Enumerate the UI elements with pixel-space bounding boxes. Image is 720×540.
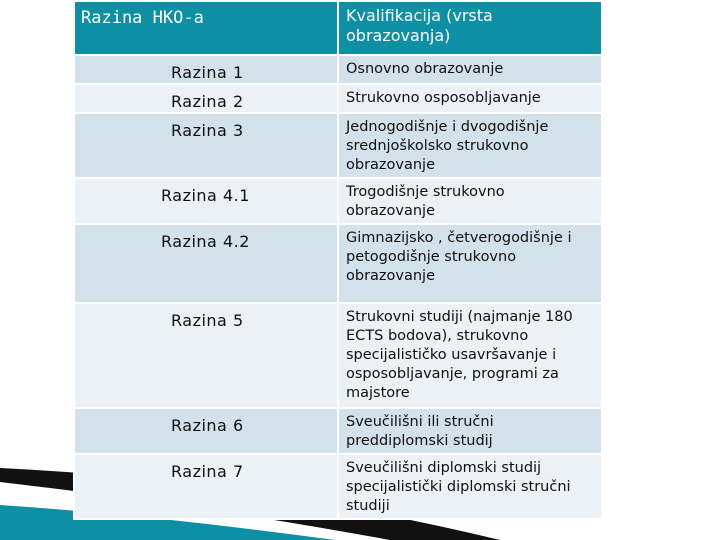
header-qualification: Kvalifikacija (vrsta obrazovanja) [338, 1, 602, 55]
qualification-cell: Jednogodišnje i dvogodišnje srednjoškolsko strukovno obrazovanje [338, 113, 602, 178]
table-row [74, 303, 602, 408]
table-row [74, 408, 602, 454]
level-cell: Razina 2 [74, 84, 338, 113]
table-row [74, 224, 602, 303]
level-cell: Razina 5 [74, 303, 338, 408]
level-cell: Razina 4.1 [74, 178, 338, 224]
qualification-cell: Trogodišnje strukovno obrazovanje [338, 178, 602, 224]
level-cell: Razina 3 [74, 113, 338, 178]
table-row [74, 113, 602, 178]
table-row [74, 454, 602, 519]
level-cell: Razina 6 [74, 408, 338, 454]
table-row [74, 84, 602, 113]
qualification-cell: Sveučilišni diplomski studij specijalistički diplomski stručni studiji [338, 454, 602, 519]
level-cell: Razina 4.2 [74, 224, 338, 303]
header-level: Razina HKO-a [74, 1, 338, 55]
qualification-cell: Strukovni studiji (najmanje 180 ECTS bodova), strukovno specijalističko usavršavanje i osposobljavanje, programi za majstore [338, 303, 602, 408]
level-cell: Razina 1 [74, 55, 338, 84]
level-cell: Razina 7 [74, 454, 338, 519]
table-row [74, 55, 602, 84]
qualification-levels-table [73, 0, 603, 520]
table-header-row [74, 1, 602, 55]
qualification-cell: Osnovno obrazovanje [338, 55, 602, 84]
qualification-cell: Strukovno osposobljavanje [338, 84, 602, 113]
qualification-cell: Gimnazijsko , četverogodišnje i petogodišnje strukovno obrazovanje [338, 224, 602, 303]
table-row [74, 178, 602, 224]
qualification-cell: Sveučilišni ili stručni preddiplomski studij [338, 408, 602, 454]
